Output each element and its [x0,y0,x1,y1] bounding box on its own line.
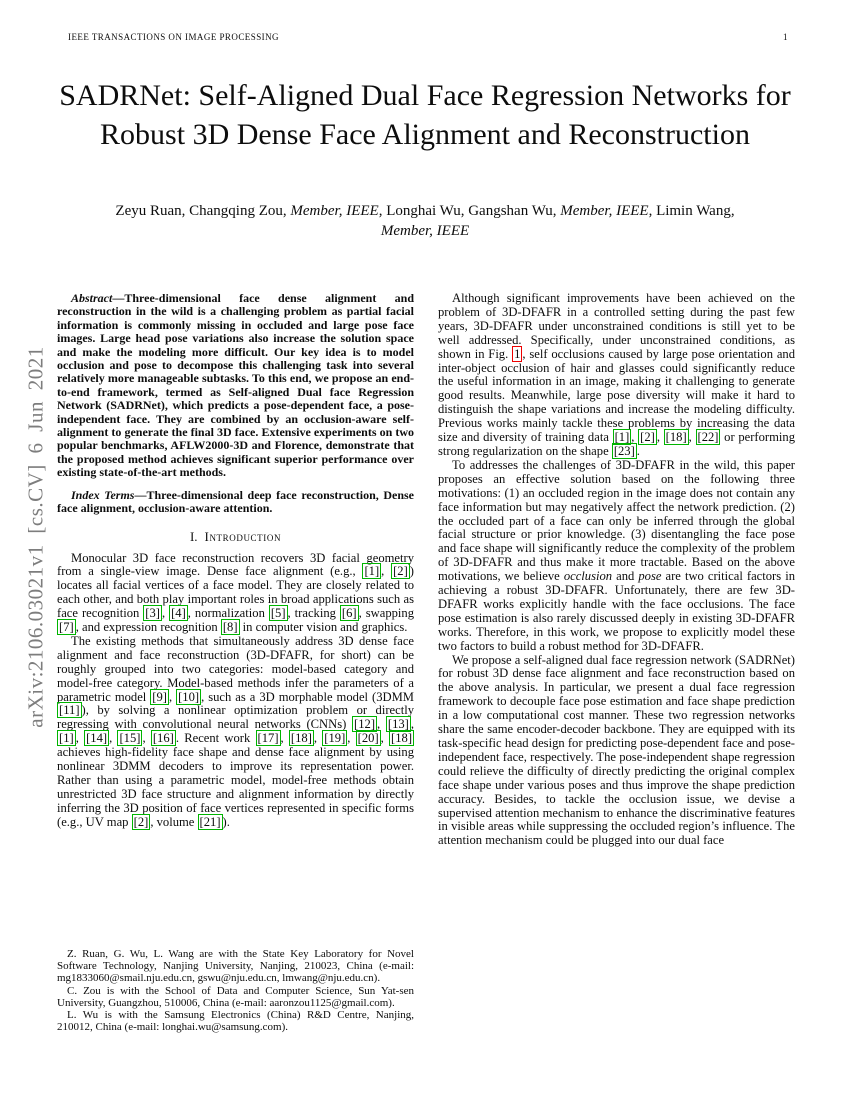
text-segment: . [636,443,640,458]
text-segment: , Limin Wang, [648,203,735,219]
paragraph [438,292,795,459]
text-segment: Zeyu Ruan, Changqing Zou, [115,203,291,219]
text-segment: , [377,717,386,732]
citation-link[interactable]: [15] [119,731,141,746]
text-segment: ) locates all facial vertices of a face model. They are closely related to each other, and both play important roles in broad applications such as face recognition [57,564,414,621]
text-segment: To addresses the challenges of 3D-DFAFR in the wild, this paper proposes an effective solution based on the following three motivations: (1) an occluded region in the image does not contain any face information but may negatively affect the network prediction. (2) the occluded part of a face can only be inferred through the global facial structure or prior knowledge. (3) disentangling the face pose and face shape will significantly reduce the complexity of the problem of 3D-DFAFR and thus make it more tractable. Based on the above motivations, we believe [438,457,795,584]
text-segment: , Longhai Wu, Gangshan Wu, [378,203,561,219]
citation-link[interactable]: [2] [133,814,149,829]
text-segment: —Three-dimensional deep face reconstruction, Dense face alignment, occlusion-aware attention. [57,487,414,516]
italic-text: Abstract [71,291,113,305]
text-segment: , [656,430,664,445]
text-segment: are two critical factors in achieving a robust 3D-DFAFR. Unfortunately, there are few 3D-DFAFR works explicitly handle with the face occlusions. The face pose estimation is also rarely discussed deeply in existing 3D-DFAFR works. Therefore, in this work, we propose to explicitly model these two factors to build a robust method for 3D-DFAFR. [438,569,795,653]
citation-link[interactable]: [18] [665,430,687,445]
text-segment: or performing strong regularization on the shape [438,430,796,458]
text-segment: achieves high-fidelity face shape and dense face alignment by using nonlinear 3DMM decoders to improve its representation power. Rather than using a parametric model, model-free methods obtain unrestricted 3D face structure and alignment information by directly inferring the 3D position of face vertices represented in specific forms (e.g., UV map [57,745,414,829]
text-segment: , tracking [287,606,340,621]
citation-link[interactable]: [5] [270,606,286,621]
text-segment: , [280,731,289,746]
author-line [115,202,735,241]
italic-text: Member, IEEE [560,203,649,219]
italic-text: occlusion [563,569,613,584]
arxiv-stamp: arXiv:2106.03021v1 [cs.CV] 6 Jun 2021 [23,346,48,728]
text-segment: The existing methods that simultaneously address 3D dense face alignment and face reconstruction (3D-DFAFR, for short) can be roughly grouped into two categories: model-based category and model-free category. Model-based methods infer the parameters of a parametric model [57,633,414,704]
footnote: C. Zou is with the School of Data and Computer Science, Sun Yat-sen University, Guangzhou, 510006, China (e-mail: aaronzou1125@gmail.com). [57,984,414,1009]
text-segment: , volume [150,814,198,829]
citation-link[interactable]: [2] [640,430,655,445]
text-segment: and [612,569,639,584]
text-segment: We propose a self-aligned dual face regression network (SADRNet) for robust 3D dense face alignment and face reconstruction based on the above analysis. In particular, we present a dual face regression framework to decouple face pose estimation and face shape prediction in a low computational cost manner. These two regression networks share the same encoder-decoder backbone. They are equipped with its task-specific head design for predicting pose-dependent face and pose-independent face, respectively. The pose-independent shape regression could relieve the difficulty of directly predicting the original complex face shape under various poses and thus improve the shape prediction accuracy. Besides, to tackle the occlusion issue, we devise a supervised attention mechanism to enhance the discriminative features in visible areas while suppressing the occluded region’s influence. The attention mechanism could be plugged into our dual face [438,652,795,848]
citation-link[interactable]: [1] [59,731,74,746]
journal-name: IEEE TRANSACTIONS ON IMAGE PROCESSING [68,32,279,42]
text-segment: Monocular 3D face reconstruction recovers 3D facial geometry from a single-view image. Dense face alignment (e.g., [57,550,414,579]
italic-text: Member, IEEE [290,203,379,219]
text-segment: , self occlusions caused by large pose orientation and inter-object occlusion of hair and glasses could significantly reduce the useful information in an image, making it challenging to generate good results. Meanwhile, large pose diversity will make it hard to distinguish the shape variations and increase the modeling difficulty. Previous works mainly tackle these problems by increasing the data size and diversity of training data [438,346,796,445]
paragraph [57,552,414,635]
text-segment: , [142,731,151,746]
citation-link[interactable]: [9] [152,689,167,704]
italic-text: Index Terms [71,487,135,502]
paragraph [57,635,414,830]
figure-ref-link[interactable]: 1 [514,346,521,361]
citation-link[interactable]: [1] [614,430,630,445]
citation-link[interactable]: [10] [178,689,200,704]
citation-link[interactable]: [12] [354,717,376,732]
text-segment: , [631,430,639,445]
citation-link[interactable]: [13] [387,717,409,732]
citation-link[interactable]: [17] [257,731,279,746]
text-segment: , [347,731,356,746]
text-segment: , [313,731,323,746]
citation-link[interactable]: [14] [86,731,108,746]
text-segment: , [410,717,415,732]
section-number: I. [189,528,198,544]
text-segment: , [109,731,118,746]
citation-link[interactable]: [2] [393,564,408,579]
citation-link[interactable]: [4] [171,606,186,621]
paragraph [438,654,795,849]
section-heading-introduction [57,529,414,545]
footnote: Z. Ruan, G. Wu, L. Wang are with the State Key Laboratory for Novel Software Technology, Nanjing University, Nanjing, 210023, China (e-mail: mg1833060@smail.nju.edu.cn, gswu@nju.edu.cn, lmwang@nju.edu.cn). [57,948,414,985]
text-segment: , and expression recognition [75,620,221,635]
citation-link[interactable]: [21] [199,814,221,829]
citation-link[interactable]: [8] [222,620,238,635]
running-header [68,32,788,42]
citation-link[interactable]: [18] [391,731,413,746]
page-number: 1 [783,32,788,42]
citation-link[interactable]: [16] [152,731,174,746]
citation-link[interactable]: [18] [290,731,312,746]
text-segment: , [168,689,177,704]
text-segment: , swapping [358,606,415,621]
text-segment: , normalization [187,606,269,621]
index-terms [57,489,414,516]
author-affiliation-footnotes [57,948,414,1033]
text-segment: , [75,731,85,746]
paragraph [438,459,795,654]
citation-link[interactable]: [6] [341,606,357,621]
right-column [438,292,795,848]
text-segment: Although significant improvements have been achieved on the problem of 3D-DFAFR in a controlled setting during the past few years, 3D-DFAFR under unconstrained conditions is still yet to be well addressed. Specifically, under unconstrained conditions, as shown in Fig. [438,291,795,361]
section-title: Introduction [204,528,282,544]
text-segment: in computer vision and graphics. [239,620,408,635]
italic-text: Member, IEEE [380,222,470,239]
text-segment: , [688,430,696,445]
two-column-body [57,292,795,848]
text-segment: , [380,731,390,746]
footnote: L. Wu is with the Samsung Electronics (China) R&D Centre, Nanjing, 210012, China (e-mail: longhai.wu@samsung.com). [57,1009,414,1034]
left-column [57,292,414,848]
text-segment: ), by solving a nonlinear optimization problem or directly regressing with convolutional neural networks (CNNs) [57,703,414,732]
text-segment: —Three-dimensional face dense alignment and reconstruction in the wild is a challenging problem as partial facial information is commonly missing in occluded and large pose face images. Large head pose variations also increase the solution space and make the modeling more difficult. Our key idea is to model occlusion and pose to decompose this challenging task into several relatively more manageable subtasks. To this end, we propose an end-to-end framework, termed as Self-aligned Dual face Regression Network (SADRNet), which predicts a pose-dependent face, a pose-independent face. They are combined by an occlusion-aware self-alignment to generate the final 3D face. Extensive experiments on two popular benchmarks, AFLW2000-3D and Florence, demonstrate that the proposed method achieves significant superior performance over existing state-of-the-art methods. [57,291,414,480]
text-segment: , [161,606,170,621]
citation-link[interactable]: [7] [59,620,74,635]
citation-link[interactable]: [11] [59,703,80,718]
citation-link[interactable]: [19] [324,731,346,746]
text-segment: , [381,564,392,579]
citation-link[interactable]: [20] [357,731,379,746]
text-segment: , such as a 3D morphable model (3DMM [201,689,414,704]
citation-link[interactable]: [22] [697,430,719,445]
italic-text: pose [638,569,662,584]
citation-link[interactable]: [23] [613,443,635,458]
citation-link[interactable]: [1] [364,564,380,579]
abstract [57,292,414,480]
text-segment: ). [222,814,230,829]
text-segment: . Recent work [175,731,256,746]
citation-link[interactable]: [3] [145,606,160,621]
paper-title: SADRNet: Self-Aligned Dual Face Regression Networks for Robust 3D Dense Face Alignment and Reconstruction [59,79,791,151]
